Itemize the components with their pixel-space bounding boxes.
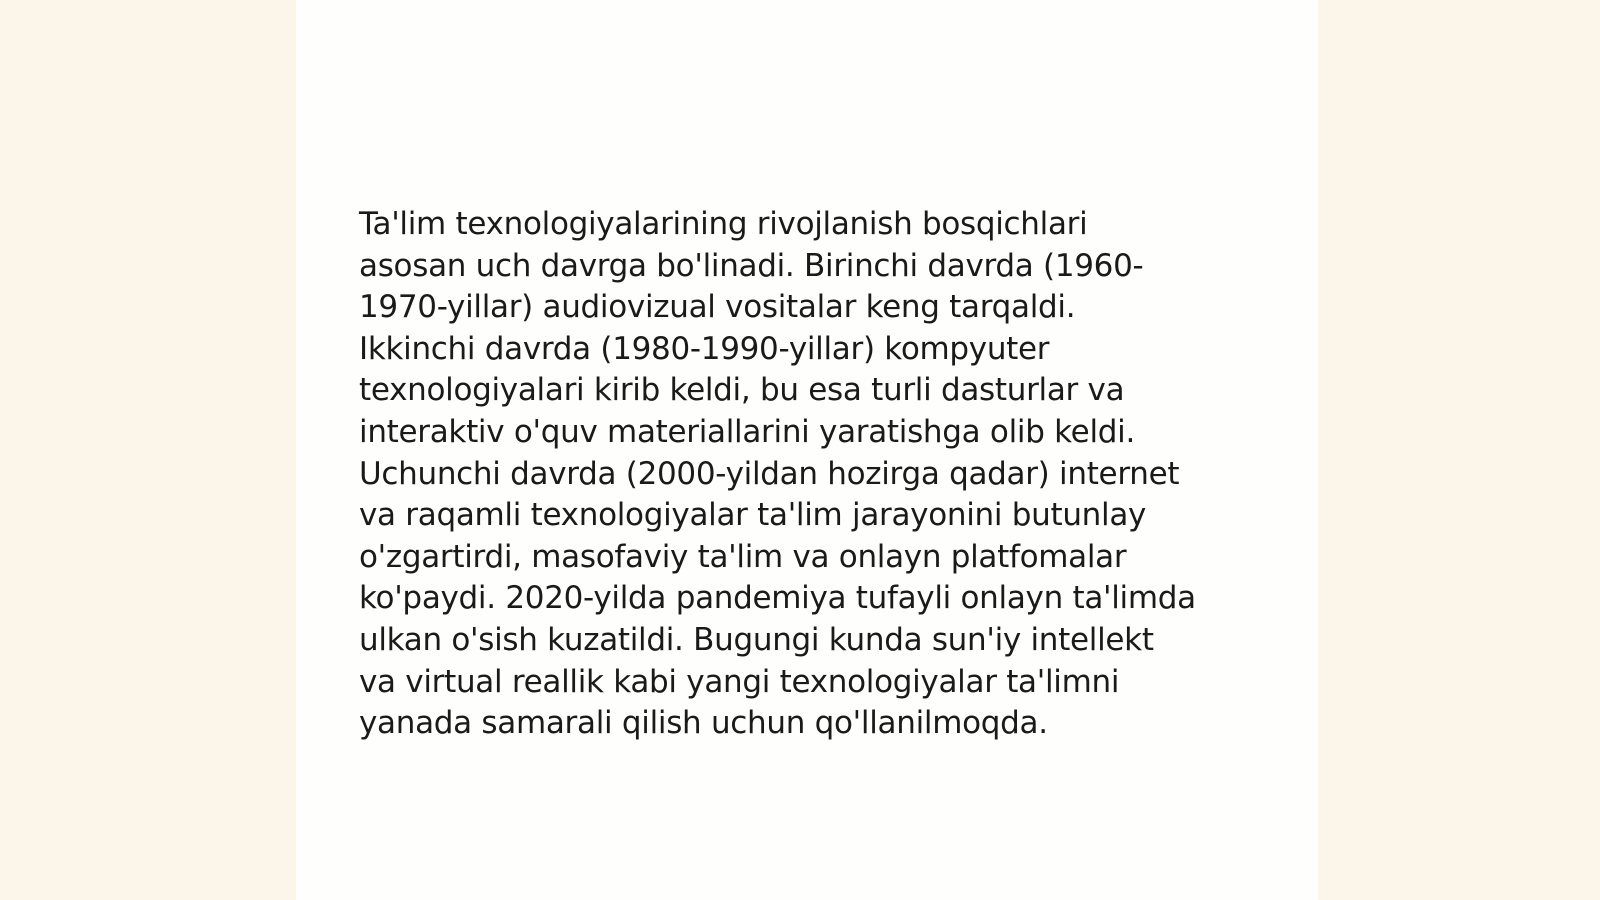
paragraph-line: Ta'lim texnologiyalarining rivojlanish bosqichlari [359,206,1088,242]
paragraph-line: asosan uch davrga bo'linadi. Birinchi davrda (1960- [359,247,1144,284]
paragraph-line: va raqamli texnologiyalar ta'lim jarayonini butunlay [359,497,1147,534]
paragraph-line: ko'paydi. 2020-yilda pandemiya tufayli onlayn ta'limda [359,580,1196,617]
document-page [296,0,1318,900]
paragraph-line: Uchunchi davrda (2000-yildan hozirga qadar) internet [359,455,1180,492]
paragraph-line: ulkan o'sish kuzatildi. Bugungi kunda sun'iy intellekt [359,621,1154,658]
left-margin-background [0,0,296,900]
paragraph-line: interaktiv o'quv materiallarini yaratishga olib keldi. [359,413,1136,450]
paragraph-line: yanada samarali qilish uchun qo'llanilmoqda. [359,705,1048,742]
paragraph-line: 1970-yillar) audiovizual vositalar keng tarqaldi. [359,289,1076,326]
paragraph-line: texnologiyalari kirib keldi, bu esa turli dasturlar va [359,372,1125,409]
right-margin-background [1318,0,1600,900]
paragraph-line: va virtual reallik kabi yangi texnologiyalar ta'limni [359,663,1120,700]
paragraph-line: Ikkinchi davrda (1980-1990-yillar) kompyuter [359,330,1050,367]
body-paragraph [359,204,1259,745]
paragraph-line: o'zgartirdi, masofaviy ta'lim va onlayn platfomalar [359,538,1127,575]
